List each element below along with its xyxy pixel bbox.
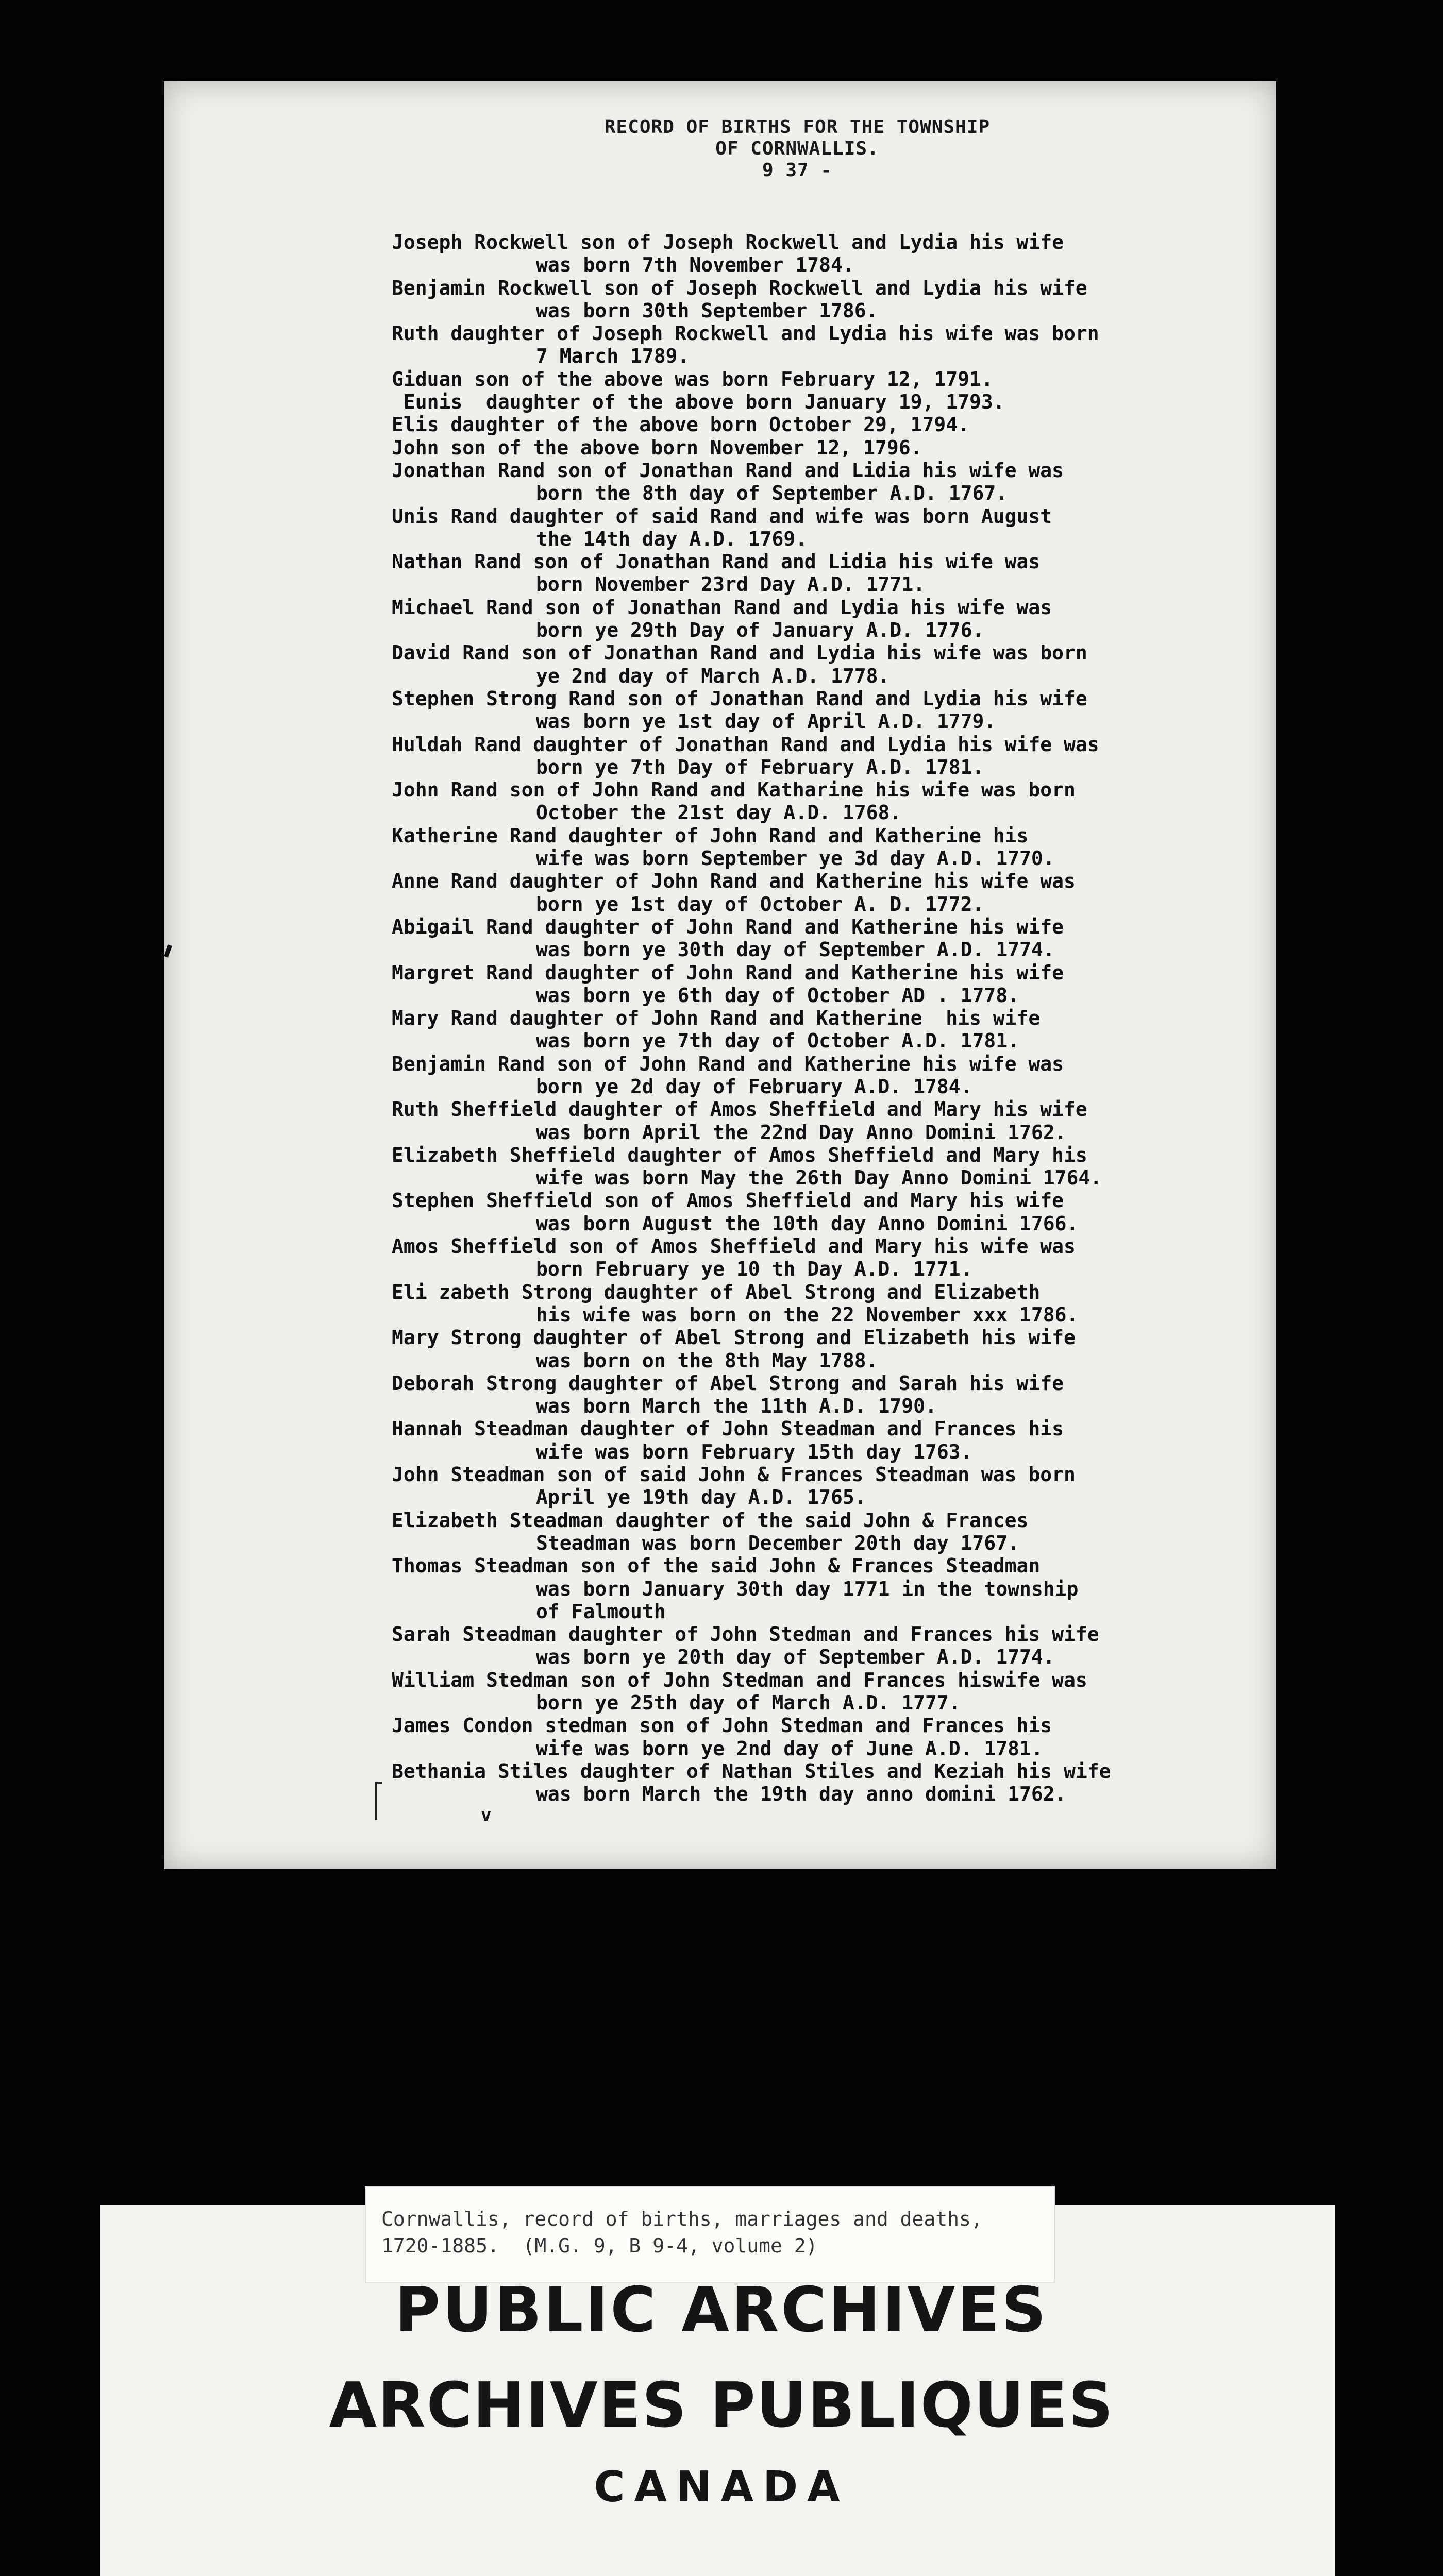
- birth-entry: [392, 1098, 1252, 1144]
- birth-entry: [392, 322, 1252, 368]
- birth-entry-line1: Amos Sheffield son of Amos Sheffield and Mary his wife was: [392, 1235, 1076, 1258]
- birth-entry: [392, 1760, 1252, 1806]
- birth-entry-line2: born November 23rd Day A.D. 1771.: [536, 573, 925, 596]
- birth-entry-line1: Michael Rand son of Jonathan Rand and Lydia his wife was: [392, 596, 1052, 619]
- birth-entry-line2: born February ye 10 th Day A.D. 1771.: [536, 1258, 972, 1281]
- birth-entry: [392, 733, 1252, 779]
- birth-entry-line1: Eunis daughter of the above born January 19, 1793.: [392, 391, 1005, 414]
- birth-entry-line2: was born ye 6th day of October AD . 1778.: [536, 984, 1019, 1007]
- caption-line2: 1720-1885. (M.G. 9, B 9-4, volume 2): [381, 2234, 818, 2257]
- birth-entry-line1: Sarah Steadman daughter of John Stedman and Frances his wife: [392, 1623, 1099, 1646]
- birth-entry-line2: was born ye 1st day of April A.D. 1779.: [536, 710, 996, 733]
- birth-entry-line2: was born August the 10th day Anno Domini 1766.: [536, 1212, 1079, 1235]
- margin-mark: v: [481, 1805, 492, 1825]
- archive-country: CANADA: [594, 2463, 849, 2512]
- birth-entry: [392, 1554, 1252, 1623]
- birth-entry: [392, 413, 1252, 436]
- birth-entry: [392, 1235, 1252, 1281]
- birth-entry-line1: Stephen Sheffield son of Amos Sheffield and Mary his wife: [392, 1189, 1064, 1212]
- birth-entry: [392, 550, 1252, 596]
- birth-entry: [392, 391, 1252, 413]
- birth-entry: [392, 505, 1252, 551]
- birth-entry-line1: Elis daughter of the above born October 29, 1794.: [392, 413, 970, 436]
- birth-entry-line2: born ye 7th Day of February A.D. 1781.: [536, 755, 984, 778]
- birth-entry: [392, 778, 1252, 824]
- document-header: [164, 116, 1276, 181]
- page-number: 9 37 -: [762, 160, 833, 181]
- birth-entry-line1: William Stedman son of John Stedman and Frances hiswife was: [392, 1668, 1087, 1691]
- birth-entry-line2: April ye 19th day A.D. 1765.: [536, 1486, 866, 1509]
- birth-entry: [392, 1372, 1252, 1418]
- birth-entry-line2: was born March the 11th A.D. 1790.: [536, 1395, 937, 1418]
- birth-entry: [392, 1623, 1252, 1669]
- punch-mark: [164, 944, 172, 957]
- birth-entry-line1: Thomas Steadman son of the said John & Frances Steadman: [392, 1554, 1041, 1578]
- birth-entry: [392, 1189, 1252, 1235]
- birth-entry-line2: ye 2nd day of March A.D. 1778.: [536, 664, 890, 687]
- margin-bracket: [375, 1782, 382, 1820]
- birth-entry-line1: Elizabeth Sheffield daughter of Amos Sheffield and Mary his: [392, 1143, 1087, 1166]
- birth-entry-line1: Giduan son of the above was born February 12, 1791.: [392, 367, 993, 391]
- birth-entry-line1: Anne Rand daughter of John Rand and Katherine his wife was: [392, 870, 1076, 893]
- header-title-line1: RECORD OF BIRTHS FOR THE TOWNSHIP: [604, 116, 991, 138]
- birth-entry-line1: Ruth daughter of Joseph Rockwell and Lydia his wife was born: [392, 322, 1099, 345]
- birth-entry-line2: wife was born February 15th day 1763.: [536, 1440, 972, 1463]
- birth-entry: [392, 368, 1252, 391]
- birth-entry: [392, 687, 1252, 733]
- birth-entry-line1: David Rand son of Jonathan Rand and Lydia his wife was born: [392, 641, 1087, 665]
- birth-entry-line1: James Condon stedman son of John Stedman and Frances his: [392, 1714, 1052, 1737]
- birth-entry-line1: Margret Rand daughter of John Rand and Katherine his wife: [392, 961, 1064, 984]
- birth-entry-line2: was born on the 8th May 1788.: [536, 1349, 878, 1372]
- birth-entry: [392, 1669, 1252, 1715]
- birth-entry-line2: was born ye 7th day of October A.D. 1781.: [536, 1029, 1019, 1053]
- birth-entry-line2: born ye 29th Day of January A.D. 1776.: [536, 619, 984, 642]
- birth-entry: [392, 596, 1252, 642]
- birth-entry: [392, 1144, 1252, 1190]
- birth-entry-line1: Bethania Stiles daughter of Nathan Stiles and Keziah his wife: [392, 1759, 1111, 1783]
- birth-entry-line1: Elizabeth Steadman daughter of the said John & Frances: [392, 1509, 1029, 1532]
- birth-entry: [392, 1281, 1252, 1327]
- birth-entry: [392, 231, 1252, 277]
- birth-entry: [392, 1417, 1252, 1463]
- birth-entry-line2: the 14th day A.D. 1769.: [536, 527, 808, 550]
- birth-entry-line1: Benjamin Rand son of John Rand and Katherine his wife was: [392, 1052, 1064, 1075]
- birth-entry-line2: 7 March 1789.: [536, 345, 690, 368]
- birth-entry-line2: Steadman was born December 20th day 1767.: [536, 1531, 1019, 1554]
- birth-entry-line2: born the 8th day of September A.D. 1767.: [536, 482, 1008, 505]
- birth-entry: [392, 1509, 1252, 1555]
- birth-entry-line2: was born March the 19th day anno domini 1762.: [536, 1783, 1067, 1806]
- birth-entry: [392, 641, 1252, 687]
- birth-entry-line1: John Rand son of John Rand and Katharine his wife was born: [392, 778, 1076, 802]
- birth-entry-line1: Huldah Rand daughter of Jonathan Rand and Lydia his wife was: [392, 733, 1099, 756]
- birth-entry-line2: was born 30th September 1786.: [536, 299, 878, 322]
- birth-entry: [392, 824, 1252, 870]
- birth-entry: [392, 1714, 1252, 1760]
- birth-entry-line1: Nathan Rand son of Jonathan Rand and Lidia his wife was: [392, 550, 1041, 573]
- birth-entry: [392, 436, 1252, 459]
- birth-entries: [392, 231, 1252, 1805]
- birth-entry-line2: wife was born ye 2nd day of June A.D. 1781.: [536, 1737, 1043, 1760]
- birth-entry: [392, 961, 1252, 1007]
- birth-entry-line2: October the 21st day A.D. 1768.: [536, 801, 902, 824]
- birth-entry-line1: Katherine Rand daughter of John Rand and Katherine his: [392, 824, 1029, 847]
- birth-entry-line2: born ye 1st day of October A. D. 1772.: [536, 892, 984, 916]
- birth-entry: [392, 1053, 1252, 1098]
- birth-entry-line1: Deborah Strong daughter of Abel Strong and Sarah his wife: [392, 1371, 1064, 1395]
- birth-entry: [392, 916, 1252, 961]
- birth-entry-line2: was born 7th November 1784.: [536, 253, 854, 277]
- birth-entry: [392, 1463, 1252, 1509]
- birth-entry-line3: of Falmouth: [536, 1600, 666, 1623]
- caption-line1: Cornwallis, record of births, marriages and deaths,: [381, 2208, 983, 2230]
- birth-entry-line2: was born January 30th day 1771 in the township: [536, 1577, 1079, 1600]
- birth-entry-line2: born ye 2d day of February A.D. 1784.: [536, 1075, 972, 1098]
- birth-entry-line1: Joseph Rockwell son of Joseph Rockwell and Lydia his wife: [392, 231, 1064, 253]
- birth-entry-line1: Abigail Rand daughter of John Rand and Katherine his wife: [392, 915, 1064, 938]
- birth-entry-line2: his wife was born on the 22 November xxx 1786.: [536, 1303, 1079, 1326]
- birth-entry-line1: Mary Rand daughter of John Rand and Katherine his wife: [392, 1007, 1041, 1030]
- birth-entry-line1: Benjamin Rockwell son of Joseph Rockwell and Lydia his wife: [392, 276, 1087, 299]
- birth-entry-line1: Ruth Sheffield daughter of Amos Sheffield and Mary his wife: [392, 1098, 1087, 1121]
- birth-entry-line1: Stephen Strong Rand son of Jonathan Rand and Lydia his wife: [392, 687, 1087, 710]
- birth-entry-line2: was born ye 30th day of September A.D. 1774.: [536, 938, 1055, 961]
- archive-caption: [366, 2187, 1054, 2282]
- birth-entry-line2: wife was born September ye 3d day A.D. 1770.: [536, 847, 1055, 870]
- birth-entry-line1: Unis Rand daughter of said Rand and wife was born August: [392, 504, 1052, 528]
- birth-entry-line2: was born ye 20th day of September A.D. 1774.: [536, 1646, 1055, 1669]
- birth-entry-line2: born ye 25th day of March A.D. 1777.: [536, 1691, 961, 1714]
- archive-title-en: PUBLIC ARCHIVES: [395, 2275, 1048, 2346]
- birth-entry-line1: Mary Strong daughter of Abel Strong and Elizabeth his wife: [392, 1326, 1076, 1349]
- birth-entry-line2: wife was born May the 26th Day Anno Domini 1764.: [536, 1166, 1102, 1190]
- birth-entry: [392, 277, 1252, 323]
- birth-entry: [392, 1326, 1252, 1372]
- birth-entry-line1: John Steadman son of said John & Frances Steadman was born: [392, 1463, 1076, 1486]
- birth-entry: [392, 1007, 1252, 1053]
- birth-entry-line1: Jonathan Rand son of Jonathan Rand and Lidia his wife was: [392, 459, 1064, 482]
- birth-entry-line1: Hannah Steadman daughter of John Steadman and Frances his: [392, 1417, 1064, 1440]
- document-page: [164, 81, 1276, 1869]
- archive-title-fr: ARCHIVES PUBLIQUES: [329, 2370, 1114, 2442]
- birth-entry: [392, 459, 1252, 505]
- birth-entry-line1: John son of the above born November 12, 1796.: [392, 436, 922, 459]
- birth-entry: [392, 870, 1252, 916]
- birth-entry-line1: Eli zabeth Strong daughter of Abel Strong and Elizabeth: [392, 1280, 1041, 1303]
- birth-entry-line2: was born April the 22nd Day Anno Domini 1762.: [536, 1121, 1067, 1144]
- header-title-line2: OF CORNWALLIS.: [715, 138, 879, 159]
